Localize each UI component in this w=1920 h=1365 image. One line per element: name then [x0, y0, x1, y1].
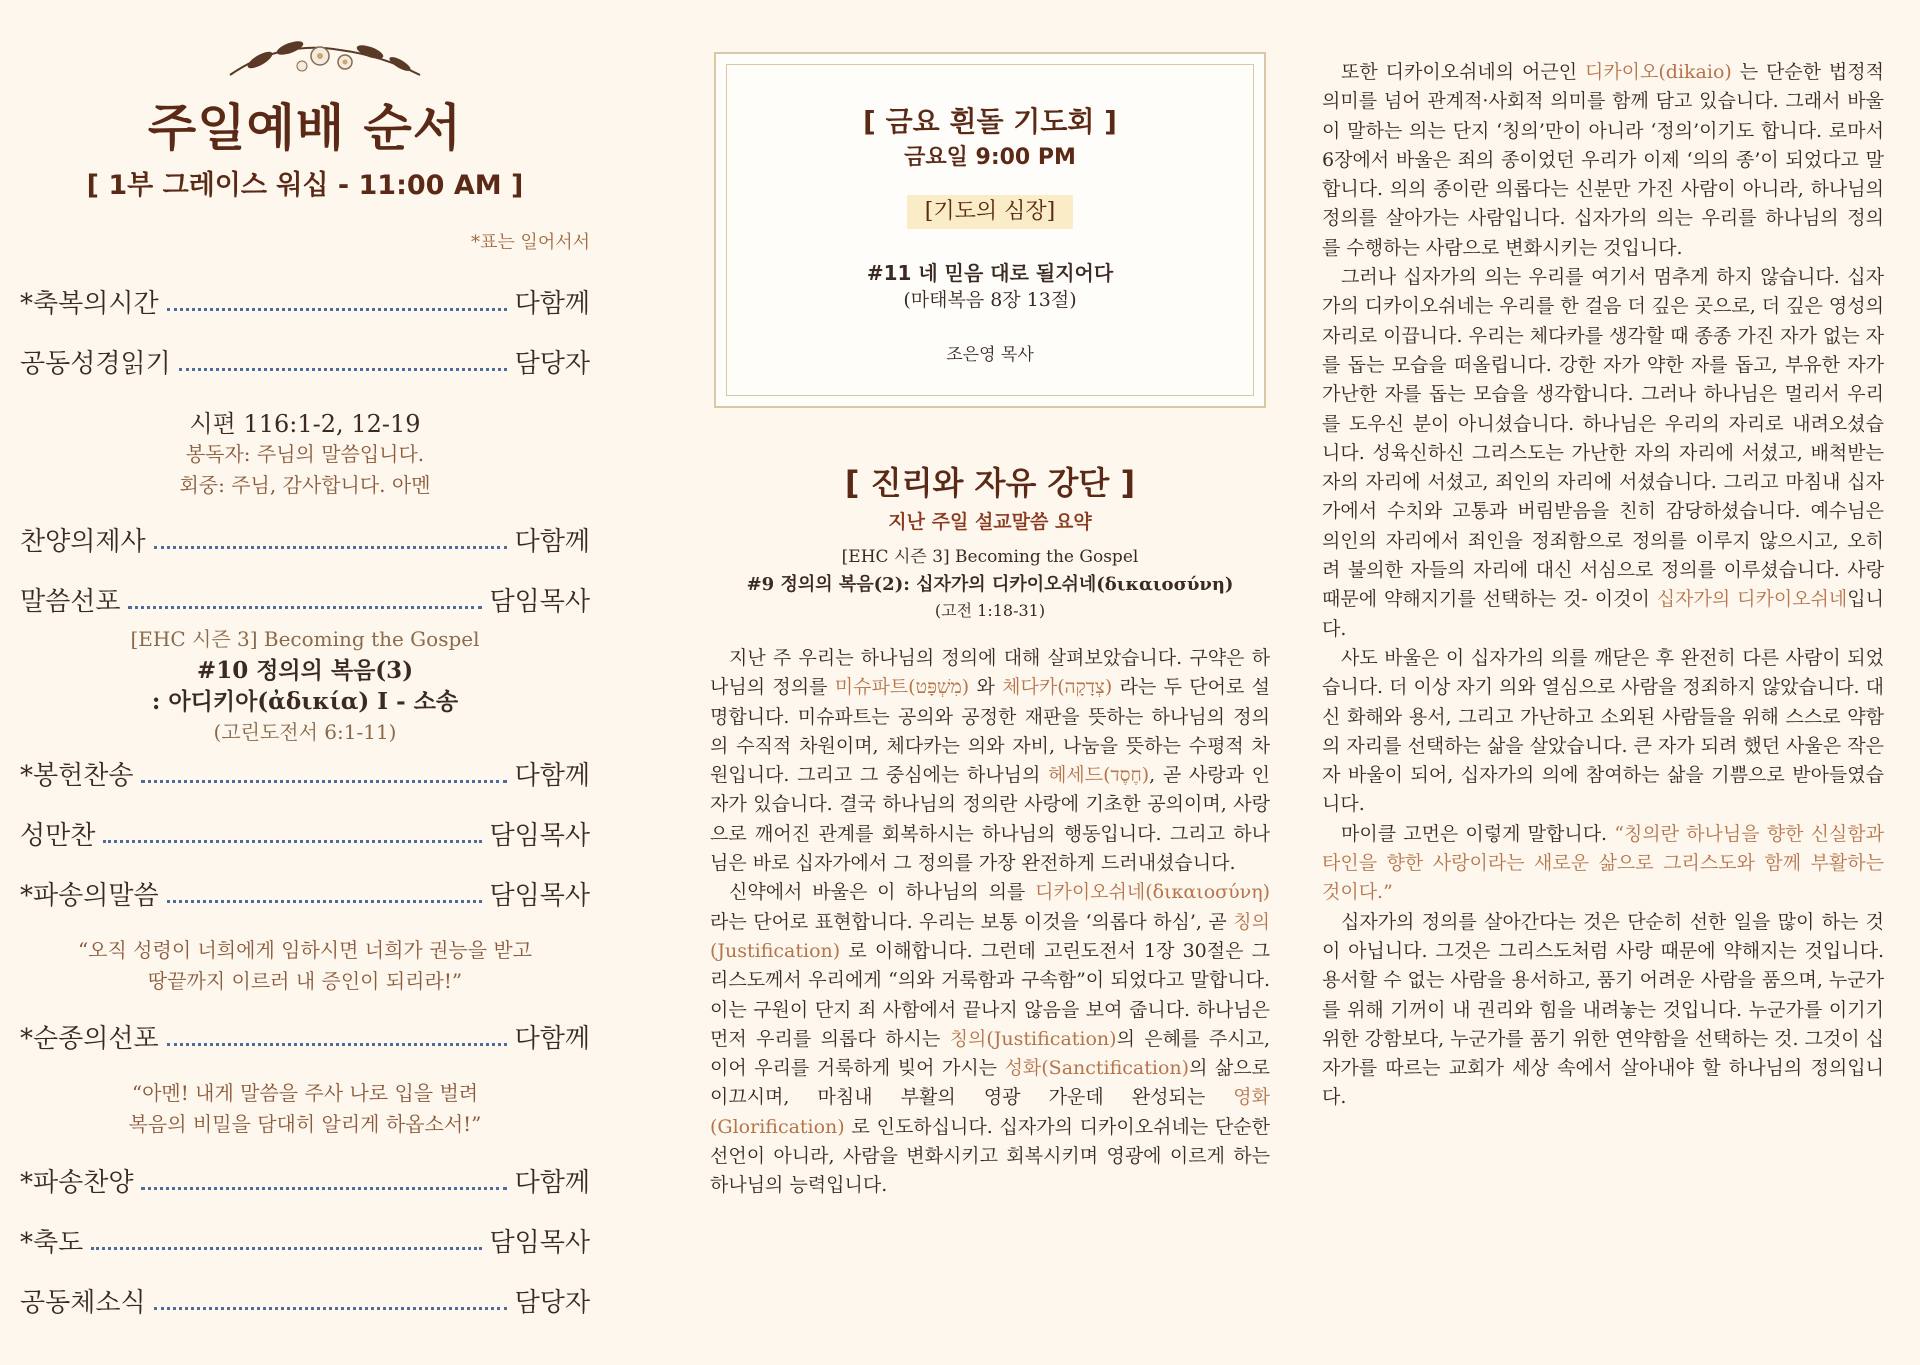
worship-order-title: 주일예배 순서: [147, 99, 463, 157]
leader-dots: [179, 367, 507, 371]
order-item-leader: 담임목사: [489, 821, 590, 851]
order-item-label: 찬양의제사: [20, 527, 146, 557]
order-item-leader: 다함께: [514, 1168, 590, 1198]
order-item-label: 말씀선포: [20, 587, 121, 617]
sermon-info: [20, 624, 590, 748]
prayer-sermon-reference: (마태복음 8장 13절): [903, 289, 1077, 311]
scripture-reference: 시편 116:1-2, 12-19: [189, 410, 421, 438]
order-item-label: 성만찬: [20, 821, 96, 851]
standing-note: *표는 일어서서: [470, 232, 590, 253]
lecture-subtitle: 지난 주일 설교말씀 요약: [888, 511, 1092, 533]
summary-paragraph: 십자가의 정의를 살아간다는 것은 단순히 선한 일을 많이 하는 것이 아닙니다. 그것은 그리스도처럼 사랑 때문에 약해지는 것입니다. 용서할 수 없는 사람을 용서하고, 품기 어려운 사람을 품으며, 누군가를 위해 기꺼이 내 권리와 힘을 내려놓는 것입니다. 누군가를 이기기 위한 강함보다, 누군가를 품기 위한 연약함을 선택하는 것. 그것이 십자가를 따르는 교회가 세상 속에서 살아내야 할 하나님의 정의입니다.: [1322, 910, 1884, 1109]
reader-line: 봉독자: 주님의 말씀입니다.: [185, 442, 425, 466]
sermon-series: [EHC 시즌 3] Becoming the Gospel: [130, 627, 480, 651]
prayer-pastor: 조은영 목사: [946, 345, 1034, 365]
leader-dots: [154, 545, 507, 549]
prayer-meeting-title: [ 금요 흰돌 기도회 ]: [863, 105, 1117, 138]
order-item-label: *축복의시간: [20, 289, 159, 319]
order-item: [20, 872, 590, 912]
service-time: [ 1부 그레이스 워십 - 11:00 AM ]: [86, 170, 524, 201]
obedience-quote-line2: 복음의 비밀을 담대히 알리게 하옵소서!”: [128, 1112, 482, 1136]
congregation-line: 회중: 주님, 감사합니다. 아멘: [179, 473, 431, 497]
summary-paragraph: 지난 주 우리는 하나님의 정의에 대해 살펴보았습니다. 구약은 하나님의 정의를 미슈파트(מִשְׁפָּט) 와 체다카(צְדָקָה) 라는 두 단어로 설명합니다. 미슈파트는 공의와 공정한 재판을 뜻하는 하나님의 정의의 수직적 차원이며, 체다카는 의와 자비, 나눔을 뜻하는 수평적 차원입니다. 그리고 그 중심에는 하나님의 헤세드(חֶסֶד), 곧 사랑과 인자가 있습니다. 결국 하나님의 정의란 사랑에 기초한 공의이며, 사랑으로 깨어진 관계를 회복하시는 하나님의 행동입니다. 그리고 하나님은 바로 십자가에서 그 정의를 가장 완전하게 드러내셨습니다.: [710, 647, 1270, 875]
leader-dots: [91, 1246, 481, 1250]
summary-paragraph: 신약에서 바울은 이 하나님의 의를 디카이오쉬네(δικαιοσύνη) 라는 단어로 표현합니다. 우리는 보통 이것을 ‘의롭다 하심’, 곧 칭의(Justification) 로 이해합니다. 그런데 고린도전서 1장 30절은 그리스도께서 우리에게 “의와 거룩함과 구속함”이 되었다고 말합니다. 이는 구원이 단지 죄 사함에서 끝나지 않음을 보여 줍니다. 하나님은 먼저 우리를 의롭다 하시는 칭의(Justification)의 은혜를 주시고, 이어 우리를 거룩하게 빚어 가시는 성화(Sanctification)의 삶으로 이끄시며, 마침내 부활의 영광 가운데 완성되는 영화(Glorification) 로 인도하십니다. 십자가의 디카이오쉬네는 단순한 선언이 아니라, 사람을 변화시키고 회복시키며 영광에 이르게 하는 하나님의 능력입니다.: [710, 881, 1270, 1197]
order-item-leader: 담당자: [514, 349, 590, 379]
floral-ornament-icon: [220, 30, 430, 90]
summary-paragraph: 또한 디카이오쉬네의 어근인 디카이오(dikaio) 는 단순한 법정적 의미를 넘어 관계적·사회적 의미를 함께 담고 있습니다. 그래서 바울이 말하는 의는 단지 ‘칭의’만이 아니라 ‘정의’이기도 합니다. 로마서 6장에서 바울은 죄의 종이었던 우리가 이제 ‘의의 종’이 되었다고 말합니다. 의의 종이란 의롭다는 신분만 가진 사람이 아니라, 하나님의 정의를 살아가는 사람입니다. 십자가의 의는 우리를 하나님의 정의를 수행하는 사람으로 변화시키는 것입니다.: [1322, 61, 1884, 259]
summary-paragraph: 마이클 고먼은 이렇게 말합니다. “칭의란 하나님을 향한 신실함과 타인을 향한 사랑이라는 새로운 삶으로 그리스도와 함께 부활하는 것이다.”: [1322, 822, 1884, 904]
order-item: [20, 812, 590, 852]
order-item-leader: 다함께: [514, 761, 590, 791]
order-item: [20, 1279, 590, 1319]
summary-paragraph: 그러나 십자가의 의는 우리를 여기서 멈추게 하지 않습니다. 십자가의 디카이오쉬네는 우리를 한 걸음 더 깊은 곳으로, 더 깊은 영성의 자리로 이끕니다. 우리는 체다카를 생각할 때 종종 가진 자가 없는 자를 돕는 모습을 떠올립니다. 강한 자가 약한 자를 돕고, 부유한 자가 가난한 자를 돕는 모습을 생각합니다. 그러나 하나님은 멀리서 우리를 도우신 분이 아니셨습니다. 하나님은 우리의 자리로 내려오셨습니다. 성육신하신 그리스도는 가난한 자의 자리에 서셨고, 배척받는 자의 자리에 서셨고, 죄인의 자리에 서셨습니다. 그리고 마침내 십자가에서 수치와 고통과 버림받음을 친히 감당하셨습니다. 예수님은 의인의 자리에서 죄인을 정죄함으로 정의를 이루지 않으시고, 오히려 불의한 자들의 자리에 대신 서심으로 정의를 이루셨습니다. 사랑 때문에 약해지기를 선택하는 것- 이것이 십자가의 디카이오쉬네입니다.: [1322, 266, 1884, 640]
order-item: [20, 280, 590, 320]
lecture-series: [EHC 시즌 3] Becoming the Gospel: [841, 547, 1139, 567]
scripture-reading: [20, 404, 590, 501]
order-item: [20, 1159, 590, 1199]
sending-quote-line1: “오직 성령이 너희에게 임하시면 너희가 권능을 받고: [77, 938, 533, 962]
order-item: [20, 1015, 590, 1055]
sermon-reference: (고린도전서 6:1-11): [213, 720, 397, 744]
order-item-label: 공동성경읽기: [20, 349, 171, 379]
summary-text-part2: [1322, 58, 1884, 1113]
order-item-leader: 담임목사: [489, 881, 590, 911]
obedience-quote-line1: “아멘! 내게 말씀을 주사 나로 입을 벌려: [131, 1081, 479, 1105]
sermon-title-line2: : 아디키아(ἀδικία) I - 소송: [151, 688, 459, 715]
order-item: [20, 1219, 590, 1259]
leader-dots: [154, 1306, 507, 1310]
order-item-leader: 다함께: [514, 527, 590, 557]
order-item-leader: 담당자: [514, 1288, 590, 1318]
order-item-label: *파송의말씀: [20, 881, 159, 911]
summary-text-part1: [710, 644, 1270, 1201]
order-item-leader: 담임목사: [489, 1228, 590, 1258]
sermon-title-line1: #10 정의의 복음(3): [196, 657, 414, 684]
order-item: [20, 518, 590, 558]
order-item-label: *축도: [20, 1228, 84, 1258]
prayer-meeting-time: 금요일 9:00 PM: [904, 145, 1076, 170]
lecture-sermon-title: #9 정의의 복음(2): 십자가의 디카이오쉬네(δικαιοσύνη): [746, 574, 1234, 595]
leader-dots: [141, 779, 506, 783]
order-item-leader: 다함께: [514, 289, 590, 319]
lecture-reference: (고전 1:18-31): [934, 601, 1046, 620]
leader-dots: [167, 1042, 507, 1046]
leader-dots: [167, 307, 507, 311]
leader-dots: [141, 1186, 506, 1190]
lecture-title: [ 진리와 자유 강단 ]: [844, 464, 1136, 502]
leader-dots: [128, 605, 481, 609]
sending-quote: [20, 935, 590, 997]
sending-quote-line2: 땅끝까지 이르러 내 증인이 되리라!”: [147, 969, 463, 993]
order-item-label: 공동체소식: [20, 1288, 146, 1318]
order-item-leader: 담임목사: [489, 587, 590, 617]
leader-dots: [167, 899, 482, 903]
order-item: [20, 752, 590, 792]
prayer-sermon-title: #11 네 믿음 대로 될지어다: [866, 261, 1114, 285]
order-item-label: *순종의선포: [20, 1024, 159, 1054]
order-item: [20, 340, 590, 380]
order-item-leader: 다함께: [514, 1024, 590, 1054]
prayer-theme: [기도의 심장]: [907, 195, 1073, 229]
leader-dots: [103, 839, 481, 843]
order-item: [20, 578, 590, 618]
summary-paragraph: 사도 바울은 이 십자가의 의를 깨닫은 후 완전히 다른 사람이 되었습니다. 더 이상 자기 의와 열심으로 사람을 정죄하지 않았습니다. 대신 화해와 용서, 그리고 가난하고 소외된 사람들을 위해 스스로 약함의 자리를 선택하는 삶을 살았습니다. 큰 자가 되려 했던 사울은 작은 자 바울이 되어, 십자가의 의에 참여하는 삶을 기쁨으로 받아들였습니다.: [1322, 646, 1884, 816]
obedience-quote: [20, 1078, 590, 1140]
order-item-label: *파송찬양: [20, 1168, 134, 1198]
order-item-label: *봉헌찬송: [20, 761, 134, 791]
